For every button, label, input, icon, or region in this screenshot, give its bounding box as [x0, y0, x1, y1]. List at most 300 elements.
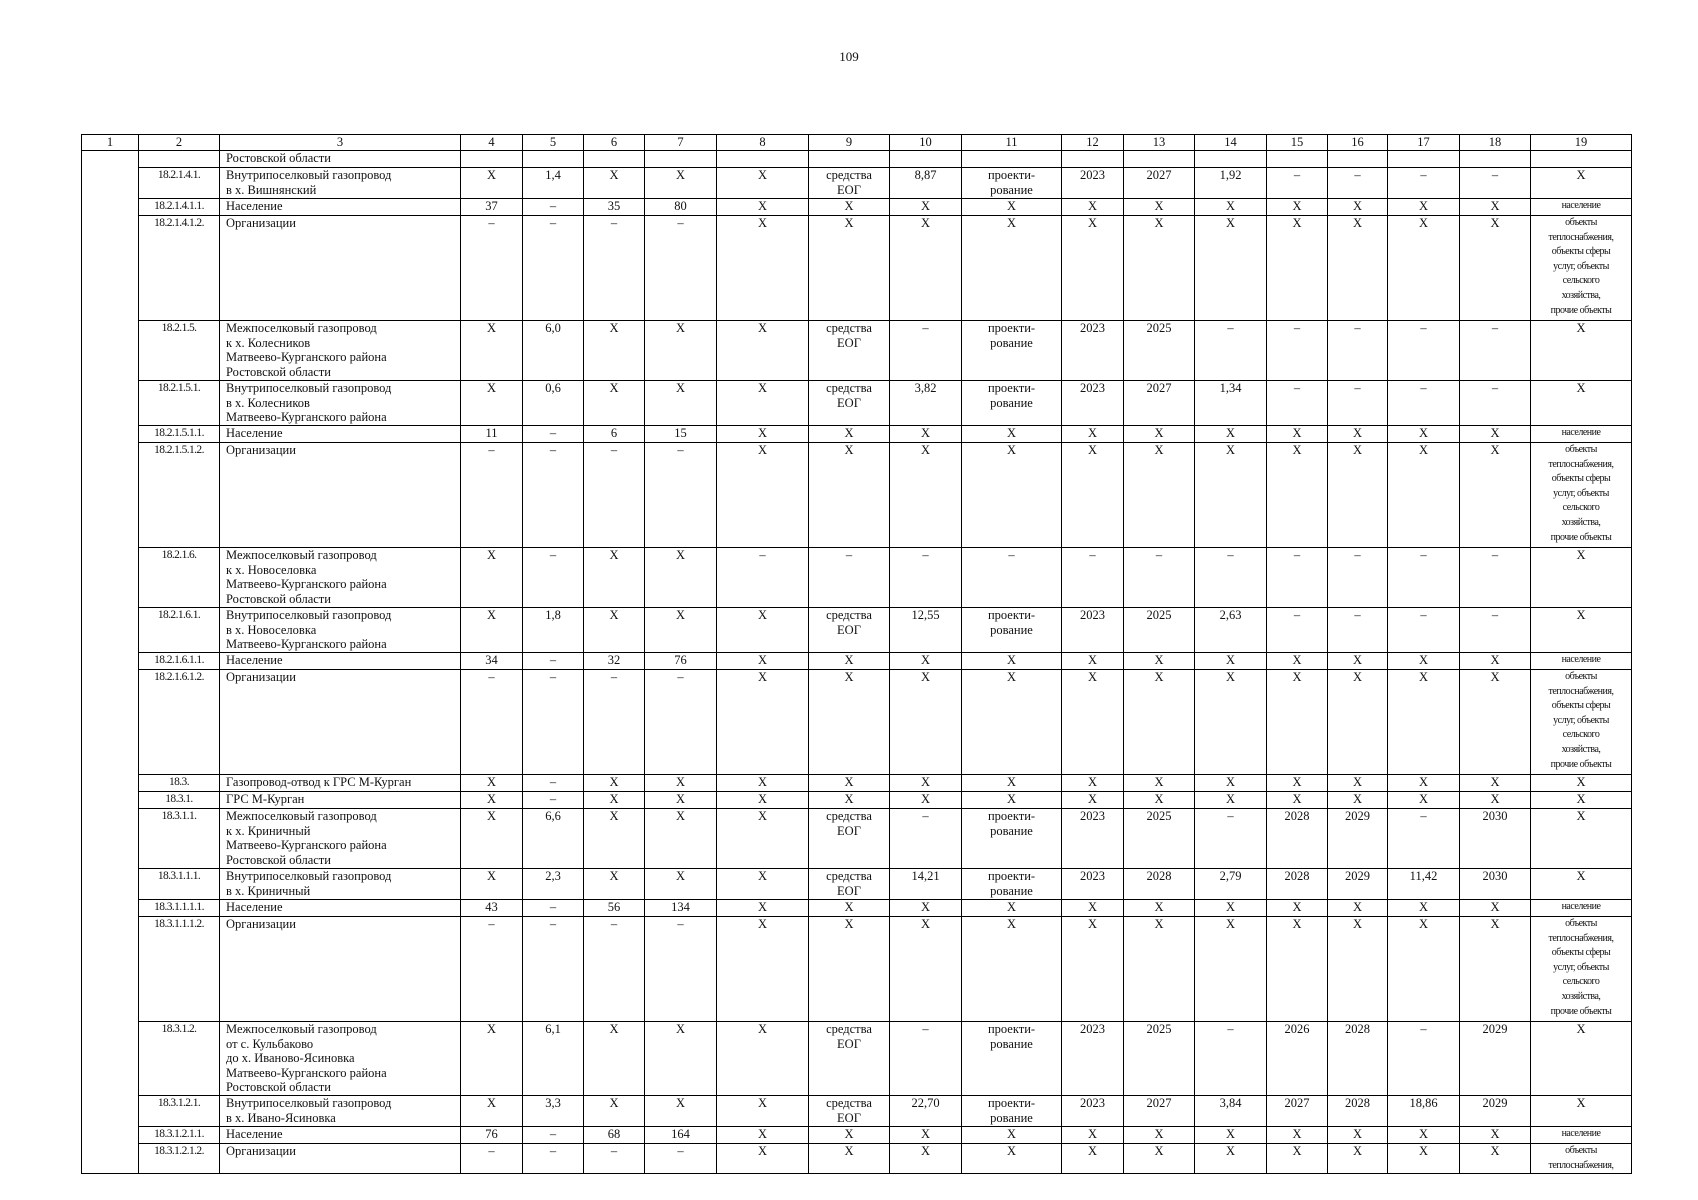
cell-col-17: X [1388, 216, 1460, 321]
cell-col-6: 68 [584, 1127, 645, 1144]
cell-col-7: X [645, 775, 717, 792]
cell-col-14: 1,34 [1195, 381, 1267, 426]
cell-col-6: 56 [584, 900, 645, 917]
cell-col-17 [1388, 151, 1460, 168]
cell-col-4: X [461, 548, 523, 608]
cell-col-9: средства ЕОГ [809, 168, 890, 199]
cell-col-6: X [584, 321, 645, 381]
empty-cell [82, 381, 139, 426]
cell-col-14: – [1195, 1022, 1267, 1096]
cell-col-9: X [809, 216, 890, 321]
cell-col-19: объекты теплоснабжения, объекты сферы услуг, объекты сельского хозяйства, прочие объекты [1531, 443, 1632, 548]
cell-col-9: X [809, 426, 890, 443]
cell-col-17: X [1388, 199, 1460, 216]
cell-col-13: 2027 [1124, 1096, 1195, 1127]
cell-col-14: 2,79 [1195, 869, 1267, 900]
empty-cell [82, 653, 139, 670]
cell-col-11: X [962, 443, 1062, 548]
column-header-6: 6 [584, 135, 645, 151]
cell-col-19: население [1531, 653, 1632, 670]
row-number: 18.2.1.6.1.2. [139, 670, 220, 775]
cell-col-14: X [1195, 199, 1267, 216]
cell-col-19: X [1531, 548, 1632, 608]
cell-col-9: средства ЕОГ [809, 1022, 890, 1096]
cell-col-17: – [1388, 548, 1460, 608]
column-header-13: 13 [1124, 135, 1195, 151]
cell-col-13: 2027 [1124, 381, 1195, 426]
cell-col-13: X [1124, 792, 1195, 809]
row-number: 18.3.1.2. [139, 1022, 220, 1096]
table-row [82, 548, 1632, 608]
cell-col-16: 2029 [1328, 809, 1388, 869]
cell-col-10: – [890, 321, 962, 381]
cell-col-18: – [1460, 321, 1531, 381]
cell-col-5: 6,1 [523, 1022, 584, 1096]
cell-col-19 [1531, 151, 1632, 168]
cell-col-17: X [1388, 426, 1460, 443]
cell-col-6: X [584, 1022, 645, 1096]
cell-col-17: – [1388, 321, 1460, 381]
cell-col-19: X [1531, 792, 1632, 809]
cell-col-19: население [1531, 426, 1632, 443]
cell-col-17: X [1388, 775, 1460, 792]
cell-col-11 [962, 151, 1062, 168]
cell-col-18: – [1460, 548, 1531, 608]
cell-col-15: – [1267, 608, 1328, 653]
cell-col-14: X [1195, 775, 1267, 792]
cell-col-18: – [1460, 381, 1531, 426]
cell-col-4: X [461, 321, 523, 381]
cell-col-15: X [1267, 792, 1328, 809]
cell-col-14 [1195, 151, 1267, 168]
page-number: 109 [839, 49, 859, 64]
cell-col-14: X [1195, 216, 1267, 321]
object-name: ГРС М-Курган [220, 792, 461, 809]
cell-col-19: X [1531, 321, 1632, 381]
cell-col-13: 2025 [1124, 809, 1195, 869]
empty-cell [82, 1096, 139, 1127]
cell-col-4: 34 [461, 653, 523, 670]
cell-col-14: X [1195, 653, 1267, 670]
cell-col-15: X [1267, 426, 1328, 443]
cell-col-8: X [717, 1127, 809, 1144]
table-row [82, 1096, 1632, 1127]
cell-col-16: X [1328, 792, 1388, 809]
cell-col-7: X [645, 168, 717, 199]
cell-col-19: население [1531, 900, 1632, 917]
table-row [82, 321, 1632, 381]
empty-cell [82, 608, 139, 653]
cell-col-15: 2027 [1267, 1096, 1328, 1127]
table-row [82, 653, 1632, 670]
empty-cell [82, 443, 139, 548]
cell-col-15: – [1267, 168, 1328, 199]
cell-col-9: X [809, 775, 890, 792]
cell-col-18: 2029 [1460, 1022, 1531, 1096]
cell-col-10: X [890, 1127, 962, 1144]
row-number [139, 151, 220, 168]
row-number: 18.3.1.1.1. [139, 869, 220, 900]
object-name: Межпоселковый газопровод к х. Колесников Матвеево-Курганского района Ростовской области [220, 321, 461, 381]
cell-col-8: X [717, 869, 809, 900]
cell-col-4: – [461, 216, 523, 321]
cell-col-7: X [645, 809, 717, 869]
cell-col-4: X [461, 608, 523, 653]
cell-col-4: – [461, 670, 523, 775]
cell-col-4: X [461, 809, 523, 869]
cell-col-16: X [1328, 653, 1388, 670]
cell-col-8: X [717, 653, 809, 670]
cell-col-17: – [1388, 168, 1460, 199]
cell-col-10: X [890, 900, 962, 917]
cell-col-9: средства ЕОГ [809, 321, 890, 381]
cell-col-9: средства ЕОГ [809, 1096, 890, 1127]
empty-cell [82, 1127, 139, 1144]
cell-col-7 [645, 151, 717, 168]
empty-cell [82, 199, 139, 216]
cell-col-17: X [1388, 653, 1460, 670]
cell-col-8: X [717, 608, 809, 653]
table-header [82, 135, 1632, 151]
cell-col-11: проекти- рование [962, 321, 1062, 381]
cell-col-8: X [717, 1144, 809, 1174]
cell-col-18: X [1460, 792, 1531, 809]
cell-col-7: X [645, 1022, 717, 1096]
cell-col-10: 22,70 [890, 1096, 962, 1127]
cell-col-16: X [1328, 426, 1388, 443]
cell-col-13: X [1124, 443, 1195, 548]
cell-col-8: X [717, 1022, 809, 1096]
cell-col-10: X [890, 653, 962, 670]
cell-col-15: X [1267, 199, 1328, 216]
cell-col-7: – [645, 917, 717, 1022]
cell-col-4: X [461, 775, 523, 792]
cell-col-16: 2029 [1328, 869, 1388, 900]
cell-col-6: – [584, 670, 645, 775]
object-name: Население [220, 426, 461, 443]
object-name: Организации [220, 670, 461, 775]
cell-col-9: средства ЕОГ [809, 809, 890, 869]
object-name: Внутрипоселковый газопровод в х. Криничный [220, 869, 461, 900]
cell-col-4: 76 [461, 1127, 523, 1144]
cell-col-19: X [1531, 1096, 1632, 1127]
cell-col-4: 37 [461, 199, 523, 216]
cell-col-19: X [1531, 1022, 1632, 1096]
object-name: Организации [220, 1144, 461, 1174]
cell-col-11: проекти- рование [962, 1096, 1062, 1127]
column-header-18: 18 [1460, 135, 1531, 151]
cell-col-8: X [717, 900, 809, 917]
column-header-16: 16 [1328, 135, 1388, 151]
cell-col-7: X [645, 608, 717, 653]
cell-col-19: объекты теплоснабжения, объекты сферы услуг, объекты сельского хозяйства, прочие объекты [1531, 216, 1632, 321]
cell-col-8: X [717, 216, 809, 321]
table-row [82, 900, 1632, 917]
cell-col-5: – [523, 216, 584, 321]
table-row [82, 775, 1632, 792]
cell-col-17: 11,42 [1388, 869, 1460, 900]
cell-col-15: X [1267, 1127, 1328, 1144]
cell-col-17: – [1388, 381, 1460, 426]
cell-col-14: X [1195, 900, 1267, 917]
cell-col-12 [1062, 151, 1124, 168]
object-name: Газопровод-отвод к ГРС М-Курган [220, 775, 461, 792]
cell-col-13: 2028 [1124, 869, 1195, 900]
cell-col-7: 15 [645, 426, 717, 443]
cell-col-16: X [1328, 900, 1388, 917]
cell-col-11: проекти- рование [962, 809, 1062, 869]
cell-col-16: – [1328, 608, 1388, 653]
table-body [82, 151, 1632, 1174]
cell-col-12: 2023 [1062, 168, 1124, 199]
cell-col-11: X [962, 670, 1062, 775]
cell-col-12: 2023 [1062, 869, 1124, 900]
cell-col-16: X [1328, 199, 1388, 216]
cell-col-15: X [1267, 1144, 1328, 1174]
cell-col-17: – [1388, 809, 1460, 869]
column-header-19: 19 [1531, 135, 1632, 151]
cell-col-17: – [1388, 1022, 1460, 1096]
cell-col-11: проекти- рование [962, 168, 1062, 199]
object-name: Внутрипоселковый газопровод в х. Вишнянский [220, 168, 461, 199]
cell-col-18: X [1460, 216, 1531, 321]
cell-col-15: X [1267, 900, 1328, 917]
cell-col-4: X [461, 168, 523, 199]
empty-cell [82, 775, 139, 792]
table-row [82, 1022, 1632, 1096]
cell-col-19: X [1531, 869, 1632, 900]
object-name: Ростовской области [220, 151, 461, 168]
cell-col-17: 18,86 [1388, 1096, 1460, 1127]
cell-col-12: X [1062, 199, 1124, 216]
cell-col-18 [1460, 151, 1531, 168]
cell-col-16: – [1328, 381, 1388, 426]
cell-col-5: 1,8 [523, 608, 584, 653]
cell-col-9: X [809, 917, 890, 1022]
table-row [82, 917, 1632, 1022]
cell-col-10: – [890, 548, 962, 608]
table-row [82, 869, 1632, 900]
table-row [82, 1127, 1632, 1144]
cell-col-12: X [1062, 792, 1124, 809]
table-row [82, 216, 1632, 321]
cell-col-19: объекты теплоснабжения, объекты сферы услуг, объекты сельского хозяйства, прочие объекты [1531, 917, 1632, 1022]
cell-col-12: 2023 [1062, 321, 1124, 381]
cell-col-16: X [1328, 670, 1388, 775]
cell-col-16: X [1328, 917, 1388, 1022]
row-number: 18.3.1.1.1.1. [139, 900, 220, 917]
empty-cell [82, 548, 139, 608]
row-number: 18.2.1.5.1.2. [139, 443, 220, 548]
cell-col-10: X [890, 216, 962, 321]
table-row [82, 168, 1632, 199]
cell-col-8: X [717, 381, 809, 426]
cell-col-8: X [717, 775, 809, 792]
cell-col-12: X [1062, 917, 1124, 1022]
column-header-5: 5 [523, 135, 584, 151]
column-header-17: 17 [1388, 135, 1460, 151]
cell-col-7: – [645, 216, 717, 321]
cell-col-7: X [645, 869, 717, 900]
table-row [82, 199, 1632, 216]
cell-col-12: 2023 [1062, 1096, 1124, 1127]
cell-col-19: X [1531, 168, 1632, 199]
cell-col-12: X [1062, 670, 1124, 775]
cell-col-11: X [962, 653, 1062, 670]
cell-col-15: – [1267, 381, 1328, 426]
cell-col-10: 12,55 [890, 608, 962, 653]
cell-col-19: X [1531, 809, 1632, 869]
object-name: Население [220, 900, 461, 917]
cell-col-14: X [1195, 426, 1267, 443]
cell-col-10: – [890, 1022, 962, 1096]
cell-col-12: 2023 [1062, 809, 1124, 869]
cell-col-9: X [809, 1127, 890, 1144]
cell-col-18: X [1460, 653, 1531, 670]
cell-col-5: – [523, 900, 584, 917]
cell-col-9: X [809, 443, 890, 548]
cell-col-7: X [645, 792, 717, 809]
cell-col-4: – [461, 443, 523, 548]
cell-col-10 [890, 151, 962, 168]
cell-col-18: X [1460, 775, 1531, 792]
object-name: Межпоселковый газопровод от с. Кульбаково до х. Иваново-Ясиновка Матвеево-Курганского района Ростовской области [220, 1022, 461, 1096]
cell-col-10: X [890, 1144, 962, 1174]
row-number: 18.2.1.4.1.1. [139, 199, 220, 216]
cell-col-18: X [1460, 900, 1531, 917]
row-number: 18.3.1.1.1.2. [139, 917, 220, 1022]
cell-col-5: 6,6 [523, 809, 584, 869]
cell-col-12: X [1062, 216, 1124, 321]
cell-col-5: – [523, 426, 584, 443]
cell-col-15: X [1267, 216, 1328, 321]
gas-pipeline-table [81, 134, 1632, 1174]
cell-col-4: X [461, 869, 523, 900]
cell-col-14: X [1195, 443, 1267, 548]
object-name: Межпоселковый газопровод к х. Криничный Матвеево-Курганского района Ростовской области [220, 809, 461, 869]
cell-col-7: 164 [645, 1127, 717, 1144]
cell-col-17: X [1388, 917, 1460, 1022]
cell-col-7: X [645, 548, 717, 608]
cell-col-12: X [1062, 1144, 1124, 1174]
cell-col-13: X [1124, 426, 1195, 443]
table-row [82, 792, 1632, 809]
cell-col-11: проекти- рование [962, 381, 1062, 426]
table-row [82, 381, 1632, 426]
cell-col-13: X [1124, 216, 1195, 321]
cell-col-9: средства ЕОГ [809, 608, 890, 653]
cell-col-13: X [1124, 653, 1195, 670]
cell-col-17: X [1388, 443, 1460, 548]
cell-col-18: 2029 [1460, 1096, 1531, 1127]
row-number: 18.2.1.6.1. [139, 608, 220, 653]
cell-col-10: 14,21 [890, 869, 962, 900]
column-header-12: 12 [1062, 135, 1124, 151]
cell-col-6: 35 [584, 199, 645, 216]
cell-col-10: X [890, 792, 962, 809]
cell-col-11: X [962, 1127, 1062, 1144]
table-row [82, 809, 1632, 869]
cell-col-12: X [1062, 443, 1124, 548]
cell-col-7: – [645, 1144, 717, 1174]
cell-col-7: 134 [645, 900, 717, 917]
cell-col-18: 2030 [1460, 809, 1531, 869]
cell-col-12: X [1062, 900, 1124, 917]
cell-col-4: X [461, 1096, 523, 1127]
cell-col-10: X [890, 775, 962, 792]
cell-col-10: X [890, 199, 962, 216]
cell-col-5 [523, 151, 584, 168]
cell-col-14: – [1195, 809, 1267, 869]
cell-col-11: X [962, 216, 1062, 321]
row-number: 18.3.1.2.1. [139, 1096, 220, 1127]
cell-col-5: – [523, 548, 584, 608]
column-header-15: 15 [1267, 135, 1328, 151]
cell-col-5: – [523, 917, 584, 1022]
cell-col-7: 76 [645, 653, 717, 670]
cell-col-9: X [809, 670, 890, 775]
cell-col-10: X [890, 426, 962, 443]
cell-col-5: – [523, 443, 584, 548]
cell-col-13 [1124, 151, 1195, 168]
cell-col-6: X [584, 168, 645, 199]
cell-col-16: – [1328, 548, 1388, 608]
cell-col-7: – [645, 670, 717, 775]
cell-col-18: X [1460, 1127, 1531, 1144]
cell-col-14: X [1195, 792, 1267, 809]
cell-col-13: 2025 [1124, 1022, 1195, 1096]
column-header-10: 10 [890, 135, 962, 151]
cell-col-12: 2023 [1062, 608, 1124, 653]
cell-col-10: X [890, 670, 962, 775]
cell-col-7: X [645, 1096, 717, 1127]
cell-col-9 [809, 151, 890, 168]
cell-col-8: X [717, 426, 809, 443]
cell-col-15: X [1267, 653, 1328, 670]
cell-col-19: X [1531, 608, 1632, 653]
row-number: 18.2.1.6.1.1. [139, 653, 220, 670]
cell-col-14: 2,63 [1195, 608, 1267, 653]
cell-col-8: X [717, 168, 809, 199]
empty-cell [82, 321, 139, 381]
empty-cell [82, 670, 139, 775]
cell-col-14: – [1195, 548, 1267, 608]
cell-col-14: X [1195, 1144, 1267, 1174]
cell-col-12: X [1062, 653, 1124, 670]
cell-col-9: X [809, 199, 890, 216]
object-name: Население [220, 653, 461, 670]
object-name: Внутрипоселковый газопровод в х. Новоселовка Матвеево-Курганского района [220, 608, 461, 653]
column-header-14: 14 [1195, 135, 1267, 151]
cell-col-9: X [809, 900, 890, 917]
empty-cell [82, 426, 139, 443]
column-number-row [82, 135, 1632, 151]
cell-col-12: X [1062, 775, 1124, 792]
cell-col-6: – [584, 216, 645, 321]
cell-col-16: 2028 [1328, 1096, 1388, 1127]
cell-col-19: население [1531, 199, 1632, 216]
cell-col-8: X [717, 792, 809, 809]
cell-col-5: – [523, 670, 584, 775]
row-number: 18.3.1.2.1.1. [139, 1127, 220, 1144]
table-row [82, 1144, 1632, 1174]
empty-cell [82, 216, 139, 321]
cell-col-18: – [1460, 168, 1531, 199]
object-name: Межпоселковый газопровод к х. Новоселовка Матвеево-Курганского района Ростовской области [220, 548, 461, 608]
row-number: 18.3.1. [139, 792, 220, 809]
cell-col-17: X [1388, 1127, 1460, 1144]
cell-col-7: 80 [645, 199, 717, 216]
